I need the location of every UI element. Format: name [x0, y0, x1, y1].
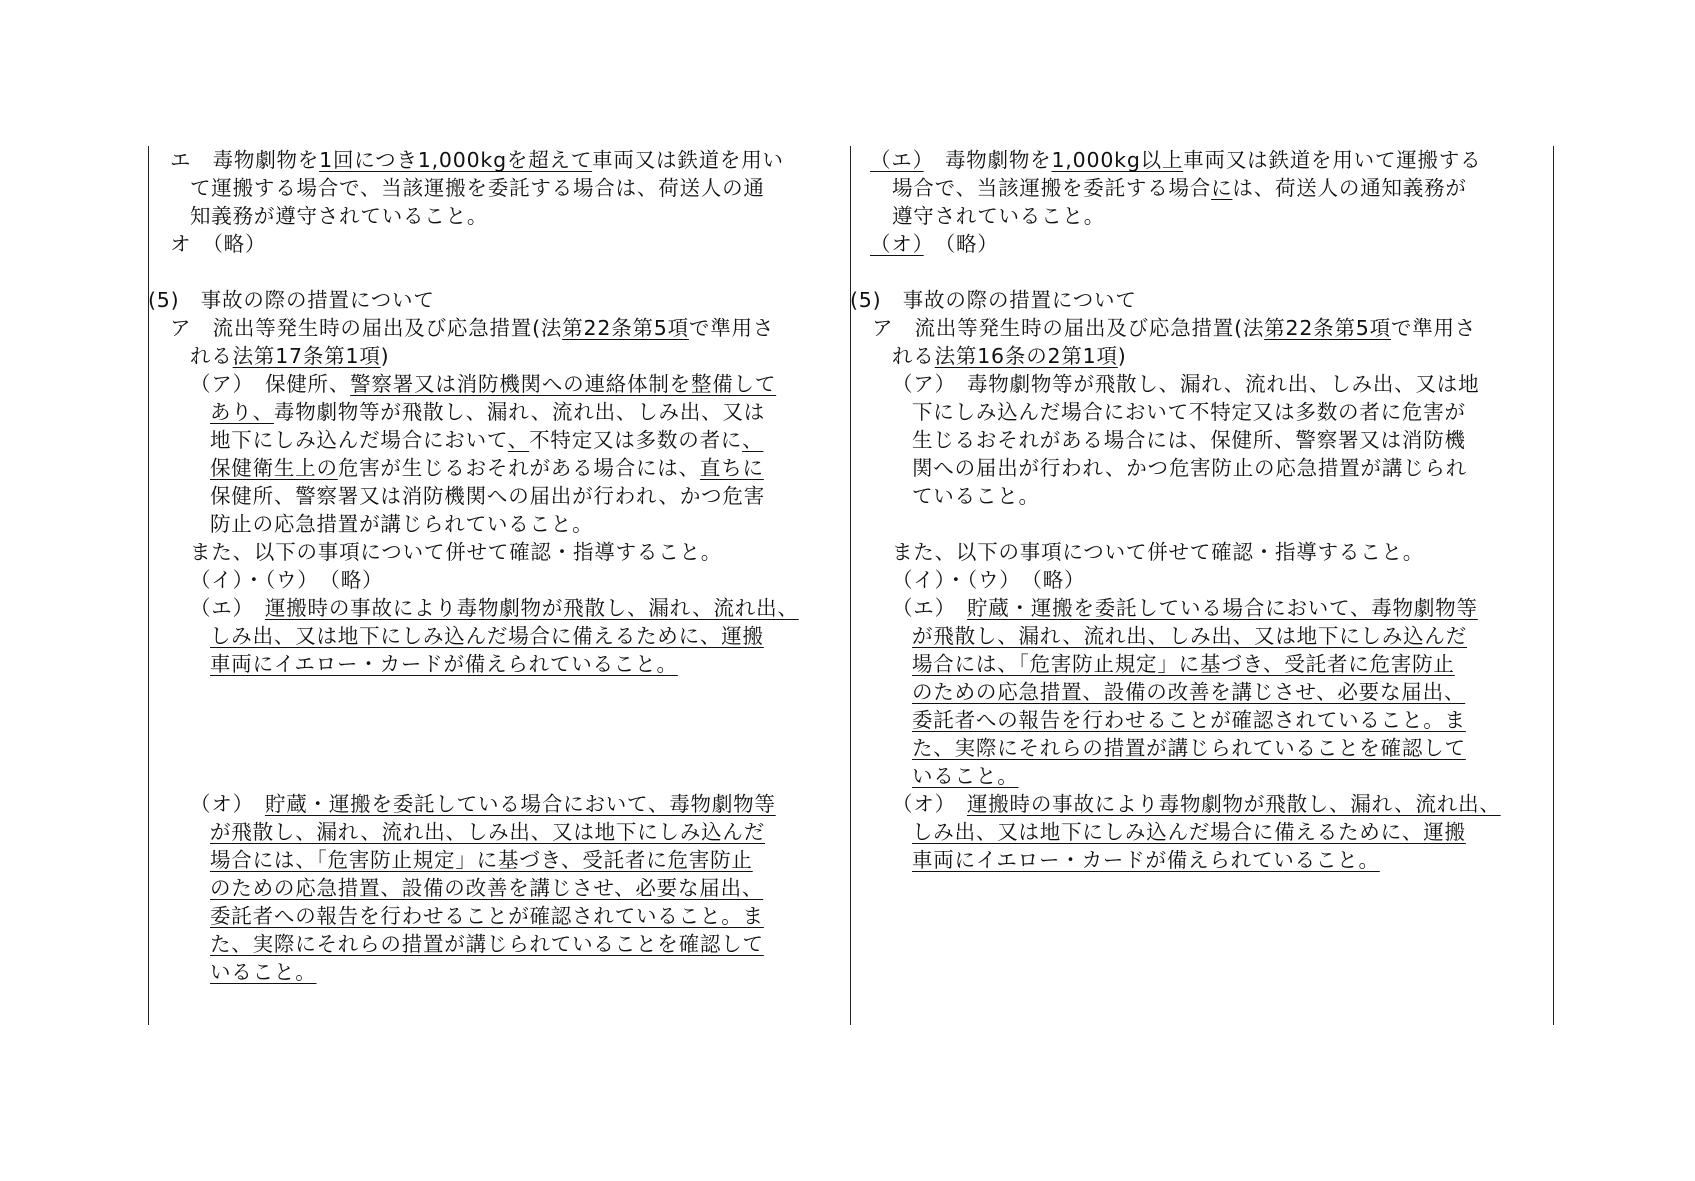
text-line	[912, 454, 1467, 482]
amended-text: た、実際にそれらの措置が講じられていることを確認して	[210, 932, 764, 956]
text-segment: （オ）	[892, 792, 967, 816]
text-line	[210, 958, 317, 986]
text-line	[210, 510, 593, 538]
text-line	[912, 678, 1465, 706]
text-line	[892, 174, 1467, 202]
text-segment: 毒物劇物等が飛散し、漏れ、流れ出、しみ出、又は	[273, 400, 766, 424]
amended-text: 場合には、「危害防止規定」に基づき、受託者に危害防止	[912, 652, 1455, 676]
text-segment: 地下にしみ込んだ場合において	[210, 428, 508, 452]
text-segment: また、以下の事項について併せて確認・指導すること。	[892, 540, 1425, 564]
amended-text: のための応急措置、設備の改善を講じさせ、必要な届出、	[912, 680, 1466, 704]
amended-text: た、実際にそれらの措置が講じられていることを確認して	[912, 736, 1466, 760]
text-line	[210, 846, 753, 874]
amended-text: いること。	[210, 960, 317, 984]
amended-text: 場合には、「危害防止規定」に基づき、受託者に危害防止	[210, 848, 753, 872]
text-segment: （オ）	[190, 792, 265, 816]
text-line	[210, 398, 765, 426]
text-line	[912, 650, 1455, 678]
text-segment: （ア） 毒物劇物等が飛散し、漏れ、流れ出、しみ出、又は地	[892, 372, 1480, 396]
text-segment: で準用さ	[1390, 316, 1477, 340]
amended-text: のための応急措置、設備の改善を講じさせ、必要な届出、	[210, 876, 764, 900]
text-segment: (5) 事故の際の措置について	[148, 288, 435, 312]
text-line	[892, 342, 1127, 370]
text-line	[210, 902, 764, 930]
text-line	[190, 202, 488, 230]
text-line	[170, 230, 266, 258]
amended-text: 委託者への報告を行わせることが確認されていること。ま	[210, 904, 764, 928]
text-segment: 毒物劇物を	[923, 148, 1052, 172]
text-segment: 場合で、当該運搬を委託する場合	[892, 176, 1212, 200]
amended-text: あり、	[210, 400, 274, 424]
text-segment: ア 流出等発生時の届出及び応急措置(法	[170, 316, 563, 340]
text-line	[148, 286, 435, 314]
amended-text: 、	[507, 428, 530, 452]
amended-text: 運搬時の事故により毒物劇物が飛散し、漏れ、流れ出、	[264, 596, 799, 620]
text-line	[210, 874, 763, 902]
text-segment: オ （略）	[170, 232, 267, 256]
text-line	[872, 314, 1476, 342]
text-segment: )	[1117, 344, 1127, 368]
text-segment: 下にしみ込んだ場合において不特定又は多数の者に危害が	[912, 400, 1466, 424]
text-segment: れる	[892, 344, 935, 368]
text-line	[912, 818, 1466, 846]
text-segment: 生じるおそれがある場合には、保健所、警察署又は消防機	[912, 428, 1466, 452]
amended-text: 第22条第5項	[1264, 316, 1391, 340]
text-line	[190, 370, 776, 398]
text-segment: 車両又は鉄道を用い	[592, 148, 784, 172]
text-line	[912, 426, 1466, 454]
text-segment: 危害が生じるおそれがある場合には、	[337, 456, 700, 480]
text-segment: ていること。	[912, 484, 1040, 508]
amended-text: 第22条第5項	[562, 316, 689, 340]
amended-text: に	[1211, 176, 1233, 200]
text-segment: （エ）	[190, 596, 265, 620]
amended-text: 保健衛生上の	[210, 456, 338, 480]
amended-text: が飛散し、漏れ、流れ出、しみ出、又は地下にしみ込んだ	[912, 624, 1468, 648]
text-segment: 不特定又は多数の者に	[529, 428, 743, 452]
text-line	[210, 482, 765, 510]
amended-text: が飛散し、漏れ、流れ出、しみ出、又は地下にしみ込んだ	[210, 820, 766, 844]
amended-text: 、	[742, 428, 764, 452]
text-line	[870, 230, 999, 258]
amended-text: 車両にイエロー・カードが備えられていること。	[912, 848, 1380, 872]
text-segment: （ア） 保健所、	[190, 372, 351, 396]
text-line	[190, 174, 765, 202]
text-segment: エ 毒物劇物を	[170, 148, 320, 172]
text-segment: (5) 事故の際の措置について	[850, 288, 1137, 312]
amended-text: 貯蔵・運搬を委託している場合において、毒物劇物等	[966, 596, 1478, 620]
text-line	[892, 538, 1424, 566]
amended-text: 法第16条の2第1項	[934, 344, 1118, 368]
text-segment: は、荷送人の通知義務が	[1232, 176, 1467, 200]
text-segment: 知義務が遵守されていること。	[190, 204, 489, 228]
amended-text: （エ）	[870, 148, 924, 172]
text-line	[190, 566, 383, 594]
text-line	[190, 538, 722, 566]
text-segment: （イ）・（ウ） （略）	[892, 568, 1086, 592]
text-line	[210, 818, 765, 846]
text-line	[190, 790, 776, 818]
text-segment: 関への届出が行われ、かつ危害防止の応急措置が講じられ	[912, 456, 1468, 480]
text-line	[850, 286, 1137, 314]
text-line	[190, 594, 799, 622]
text-segment: （略）	[923, 232, 999, 256]
text-line	[892, 594, 1478, 622]
text-line	[190, 342, 389, 370]
text-line	[892, 370, 1479, 398]
text-segment: れる	[190, 344, 233, 368]
text-line	[210, 622, 764, 650]
right-border	[1553, 146, 1554, 1025]
amended-text: 車両にイエロー・カードが備えられていること。	[210, 652, 678, 676]
text-segment: （エ）	[892, 596, 967, 620]
text-line	[210, 426, 763, 454]
amended-text: 直ちに	[699, 456, 764, 480]
text-segment: 車両又は鉄道を用いて運搬する	[1183, 148, 1482, 172]
text-segment: 保健所、警察署又は消防機関への届出が行われ、かつ危害	[210, 484, 766, 508]
left-border	[148, 146, 149, 1025]
text-line	[892, 790, 1501, 818]
amended-text: 1回につき1,000kgを超えて	[319, 148, 593, 172]
text-line	[892, 202, 1105, 230]
text-line	[892, 566, 1085, 594]
amended-text: いること。	[912, 764, 1019, 788]
text-segment: )	[380, 344, 390, 368]
text-segment: で準用さ	[688, 316, 775, 340]
text-segment: また、以下の事項について併せて確認・指導すること。	[190, 540, 723, 564]
text-line	[170, 314, 774, 342]
text-segment: ア 流出等発生時の届出及び応急措置(法	[872, 316, 1265, 340]
amended-text: （オ）	[870, 232, 924, 256]
amended-text: 貯蔵・運搬を委託している場合において、毒物劇物等	[264, 792, 776, 816]
center-divider	[850, 146, 851, 1025]
amended-text: 法第17条第1項	[232, 344, 381, 368]
amended-text: 1,000kg以上	[1051, 148, 1184, 172]
amended-text: 運搬時の事故により毒物劇物が飛散し、漏れ、流れ出、	[966, 792, 1501, 816]
text-line	[210, 930, 764, 958]
text-line	[170, 146, 784, 174]
text-line	[912, 706, 1466, 734]
text-line	[870, 146, 1481, 174]
text-line	[912, 734, 1466, 762]
text-line	[912, 762, 1019, 790]
text-segment: 遵守されていること。	[892, 204, 1105, 228]
text-line	[912, 482, 1040, 510]
text-line	[210, 650, 678, 678]
amended-text: 警察署又は消防機関への連絡体制を整備して	[350, 372, 777, 396]
amended-text: 委託者への報告を行わせることが確認されていること。ま	[912, 708, 1466, 732]
text-segment: 防止の応急措置が講じられていること。	[210, 512, 594, 536]
text-segment: て運搬する場合で、当該運搬を委託する場合は、荷送人の通	[190, 176, 765, 200]
text-line	[912, 846, 1380, 874]
text-segment: （イ）・（ウ） （略）	[190, 568, 384, 592]
text-line	[210, 454, 764, 482]
text-line	[912, 398, 1466, 426]
amended-text: しみ出、又は地下にしみ込んだ場合に備えるために、運搬	[210, 624, 764, 648]
text-line	[912, 622, 1467, 650]
amended-text: しみ出、又は地下にしみ込んだ場合に備えるために、運搬	[912, 820, 1466, 844]
